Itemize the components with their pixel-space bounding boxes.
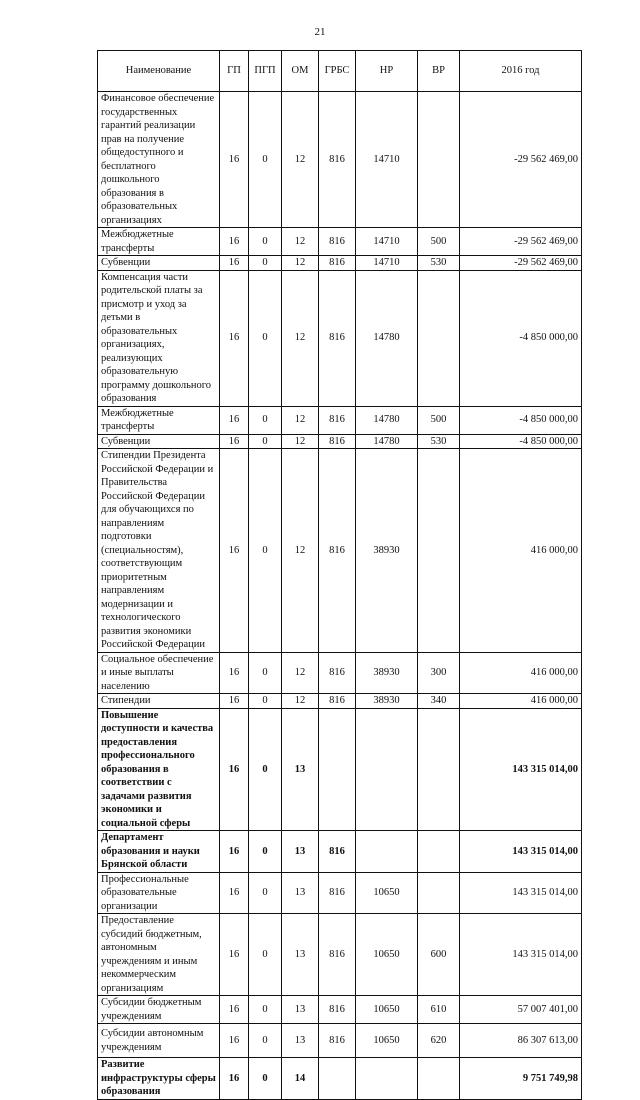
table-row [98,406,582,434]
cell-pgp: 0 [249,1058,282,1100]
cell-nr: 10650 [356,996,418,1024]
cell-om: 12 [282,449,319,653]
header-grbs: ГРБС [319,51,356,92]
table-header-row [98,51,582,92]
table-row [98,92,582,228]
cell-gp: 16 [220,652,249,694]
cell-vr: 300 [418,652,460,694]
cell-grbs: 816 [319,406,356,434]
cell-grbs: 816 [319,1024,356,1058]
cell-gp: 16 [220,872,249,914]
table-body [98,92,582,1100]
table-row [98,996,582,1024]
budget-table [97,50,582,1100]
cell-pgp: 0 [249,652,282,694]
cell-gp: 16 [220,228,249,256]
header-year: 2016 год [460,51,582,92]
cell-grbs: 816 [319,434,356,449]
cell-amount: 143 315 014,00 [460,708,582,831]
table-row [98,652,582,694]
cell-om: 13 [282,831,319,873]
cell-amount: 57 007 401,00 [460,996,582,1024]
cell-gp: 16 [220,996,249,1024]
cell-grbs: 816 [319,92,356,228]
cell-vr [418,1058,460,1100]
cell-nr [356,1058,418,1100]
cell-vr: 500 [418,406,460,434]
cell-vr: 530 [418,256,460,271]
cell-om: 13 [282,914,319,996]
cell-vr [418,872,460,914]
cell-om: 14 [282,1058,319,1100]
page-number: 21 [314,26,326,38]
cell-pgp: 0 [249,914,282,996]
cell-om: 12 [282,256,319,271]
cell-grbs: 816 [319,256,356,271]
cell-grbs: 816 [319,872,356,914]
cell-pgp: 0 [249,694,282,709]
cell-pgp: 0 [249,708,282,831]
cell-nr: 10650 [356,872,418,914]
cell-om: 12 [282,92,319,228]
cell-pgp: 0 [249,256,282,271]
table-row [98,434,582,449]
cell-nr: 38930 [356,449,418,653]
table-row [98,1024,582,1058]
table-row [98,270,582,406]
cell-name: Профессиональные образовательные организации [98,872,220,914]
cell-amount: 416 000,00 [460,694,582,709]
cell-amount: 9 751 749,98 [460,1058,582,1100]
cell-nr: 14710 [356,228,418,256]
header-name: Наименование [98,51,220,92]
cell-om: 12 [282,694,319,709]
table-row [98,228,582,256]
cell-name: Субсидии автономным учреждениям [98,1024,220,1058]
cell-vr [418,92,460,228]
cell-gp: 16 [220,256,249,271]
cell-amount: 143 315 014,00 [460,872,582,914]
cell-nr: 10650 [356,1024,418,1058]
cell-name: Субвенции [98,256,220,271]
cell-amount: -29 562 469,00 [460,228,582,256]
cell-nr: 14780 [356,270,418,406]
cell-gp: 16 [220,831,249,873]
cell-name: Субвенции [98,434,220,449]
cell-pgp: 0 [249,228,282,256]
cell-om: 12 [282,270,319,406]
cell-om: 13 [282,996,319,1024]
cell-grbs: 816 [319,914,356,996]
cell-pgp: 0 [249,872,282,914]
header-pgp: ПГП [249,51,282,92]
cell-amount: -4 850 000,00 [460,434,582,449]
cell-nr: 38930 [356,694,418,709]
table-row [98,256,582,271]
cell-om: 12 [282,652,319,694]
cell-name: Социальное обеспечение и иные выплаты населению [98,652,220,694]
cell-nr: 14710 [356,256,418,271]
cell-nr: 14780 [356,406,418,434]
cell-grbs [319,708,356,831]
cell-vr: 530 [418,434,460,449]
cell-name: Межбюджетные трансферты [98,406,220,434]
cell-vr: 500 [418,228,460,256]
cell-om: 13 [282,872,319,914]
cell-gp: 16 [220,914,249,996]
cell-gp: 16 [220,1024,249,1058]
cell-grbs: 816 [319,270,356,406]
cell-grbs: 816 [319,228,356,256]
cell-om: 13 [282,1024,319,1058]
header-om: ОМ [282,51,319,92]
cell-om: 13 [282,708,319,831]
cell-nr: 10650 [356,914,418,996]
cell-pgp: 0 [249,996,282,1024]
cell-name: Развитие инфраструктуры сферы образования [98,1058,220,1100]
cell-pgp: 0 [249,270,282,406]
cell-name: Финансовое обеспечение государственных гарантий реализации прав на получение общедоступного и бесплатного дошкольного образования в образовательных организациях [98,92,220,228]
table-row [98,694,582,709]
cell-gp: 16 [220,406,249,434]
cell-vr [418,708,460,831]
cell-nr [356,831,418,873]
cell-pgp: 0 [249,831,282,873]
cell-name: Предоставление субсидий бюджетным, автономным учреждениям и иным некоммерческим организациям [98,914,220,996]
cell-nr: 14780 [356,434,418,449]
cell-vr [418,270,460,406]
cell-amount: 86 307 613,00 [460,1024,582,1058]
cell-gp: 16 [220,1058,249,1100]
cell-amount: 416 000,00 [460,652,582,694]
header-gp: ГП [220,51,249,92]
cell-vr: 600 [418,914,460,996]
cell-name: Компенсация части родительской платы за присмотр и уход за детьми в образовательных организациях, реализующих образовательную программу дошкольного образования [98,270,220,406]
cell-amount: -4 850 000,00 [460,270,582,406]
cell-gp: 16 [220,449,249,653]
cell-om: 12 [282,228,319,256]
cell-name: Департамент образования и науки Брянской области [98,831,220,873]
cell-gp: 16 [220,708,249,831]
table-row [98,831,582,873]
cell-grbs: 816 [319,694,356,709]
cell-amount: 143 315 014,00 [460,914,582,996]
cell-grbs: 816 [319,449,356,653]
table-row [98,872,582,914]
cell-amount: 416 000,00 [460,449,582,653]
cell-amount: -4 850 000,00 [460,406,582,434]
table-row [98,914,582,996]
cell-amount: -29 562 469,00 [460,92,582,228]
cell-name: Стипендии Президента Российской Федерации и Правительства Российской Федерации для обучающихся по направлениям подготовки (специальностям), соответствующим приоритетным направлениям модернизации и технологического развития экономики Российской Федерации [98,449,220,653]
cell-name: Стипендии [98,694,220,709]
cell-vr: 620 [418,1024,460,1058]
cell-gp: 16 [220,92,249,228]
cell-om: 12 [282,434,319,449]
cell-nr: 14710 [356,92,418,228]
table-row [98,449,582,653]
cell-grbs: 816 [319,831,356,873]
cell-name: Повышение доступности и качества предоставления профессионального образования в соответствии с задачами развития экономики и социальной сферы [98,708,220,831]
table-row [98,708,582,831]
cell-gp: 16 [220,694,249,709]
cell-nr: 38930 [356,652,418,694]
cell-gp: 16 [220,270,249,406]
cell-vr: 340 [418,694,460,709]
cell-pgp: 0 [249,434,282,449]
cell-om: 12 [282,406,319,434]
cell-name: Межбюджетные трансферты [98,228,220,256]
cell-vr [418,831,460,873]
cell-pgp: 0 [249,1024,282,1058]
cell-pgp: 0 [249,406,282,434]
cell-amount: 143 315 014,00 [460,831,582,873]
cell-nr [356,708,418,831]
cell-pgp: 0 [249,92,282,228]
cell-grbs [319,1058,356,1100]
cell-vr [418,449,460,653]
header-nr: НР [356,51,418,92]
cell-amount: -29 562 469,00 [460,256,582,271]
cell-gp: 16 [220,434,249,449]
header-vr: ВР [418,51,460,92]
cell-pgp: 0 [249,449,282,653]
cell-name: Субсидии бюджетным учреждениям [98,996,220,1024]
table-row [98,1058,582,1100]
cell-vr: 610 [418,996,460,1024]
cell-grbs: 816 [319,652,356,694]
cell-grbs: 816 [319,996,356,1024]
